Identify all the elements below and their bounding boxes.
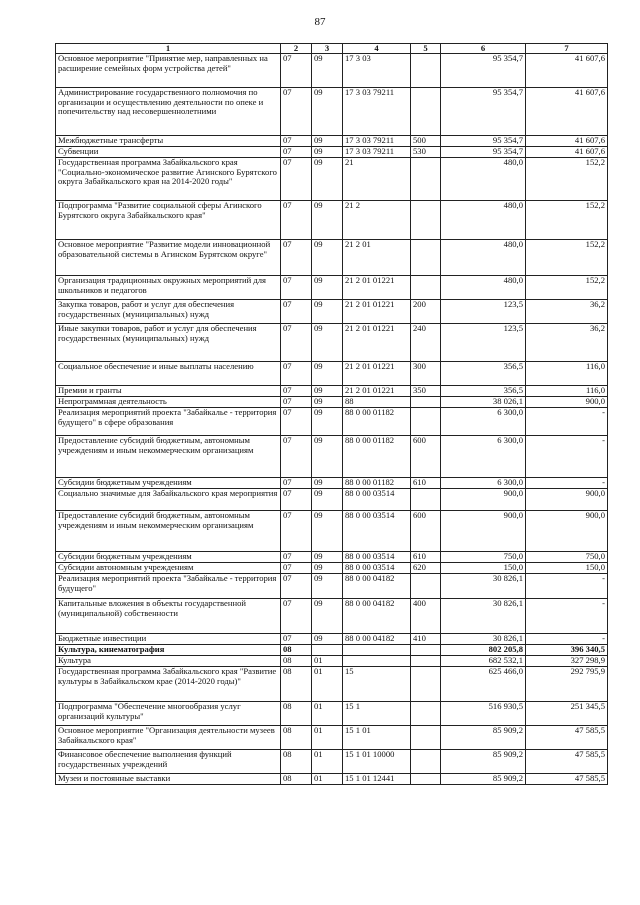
subsection-cell: 09: [312, 276, 343, 300]
column-header: 3: [312, 44, 343, 54]
target-article-cell: 88 0 00 03514: [343, 489, 411, 511]
row-name-cell: Государственная программа Забайкальского края "Социально-экономическое развитие Агинского Бурятского округа Забайкальского края на 2014-2020 годы": [56, 158, 281, 201]
expense-type-cell: 200: [411, 300, 441, 324]
section-cell: 08: [281, 656, 312, 667]
executed-amount-cell: 47 585,5: [526, 726, 608, 750]
subsection-cell: 09: [312, 436, 343, 478]
amount-cell: 150,0: [441, 563, 526, 574]
section-cell: 07: [281, 408, 312, 436]
subsection-cell: 09: [312, 136, 343, 147]
target-article-cell: 17 3 03: [343, 54, 411, 88]
expense-type-cell: 530: [411, 147, 441, 158]
row-name-cell: Бюджетные инвестиции: [56, 634, 281, 645]
expense-type-cell: [411, 774, 441, 785]
executed-amount-cell: -: [526, 634, 608, 645]
expense-type-cell: 240: [411, 324, 441, 362]
expense-type-cell: 620: [411, 563, 441, 574]
executed-amount-cell: -: [526, 478, 608, 489]
row-name-cell: Субсидии автономным учреждениям: [56, 563, 281, 574]
target-article-cell: 88: [343, 397, 411, 408]
section-cell: 07: [281, 634, 312, 645]
amount-cell: 356,5: [441, 362, 526, 386]
row-name-cell: Межбюджетные трансферты: [56, 136, 281, 147]
subsection-cell: 09: [312, 324, 343, 362]
row-name-cell: Подпрограмма "Обеспечение многообразия услуг организаций культуры": [56, 702, 281, 726]
executed-amount-cell: -: [526, 408, 608, 436]
expense-type-cell: [411, 88, 441, 136]
amount-cell: 95 354,7: [441, 54, 526, 88]
target-article-cell: 88 0 00 04182: [343, 599, 411, 634]
amount-cell: 95 354,7: [441, 88, 526, 136]
expense-type-cell: [411, 489, 441, 511]
target-article-cell: 15 1 01 10000: [343, 750, 411, 774]
target-article-cell: 21 2 01: [343, 240, 411, 276]
executed-amount-cell: 116,0: [526, 362, 608, 386]
amount-cell: 480,0: [441, 276, 526, 300]
amount-cell: 480,0: [441, 201, 526, 240]
amount-cell: 38 026,1: [441, 397, 526, 408]
expense-type-cell: 610: [411, 552, 441, 563]
section-cell: 07: [281, 54, 312, 88]
table-header-row: [56, 44, 608, 54]
executed-amount-cell: 396 340,5: [526, 645, 608, 656]
amount-cell: 750,0: [441, 552, 526, 563]
subsection-cell: 01: [312, 750, 343, 774]
expense-type-cell: 500: [411, 136, 441, 147]
target-article-cell: 17 3 03 79211: [343, 147, 411, 158]
target-article-cell: 15 1: [343, 702, 411, 726]
subsection-cell: 09: [312, 240, 343, 276]
row-name-cell: Социальное обеспечение и иные выплаты населению: [56, 362, 281, 386]
executed-amount-cell: 36,2: [526, 324, 608, 362]
row-name-cell: Предоставление субсидий бюджетным, автономным учреждениям и иным некоммерческим организациям: [56, 511, 281, 552]
expense-type-cell: [411, 667, 441, 702]
executed-amount-cell: 152,2: [526, 201, 608, 240]
section-cell: 07: [281, 88, 312, 136]
subsection-cell: 09: [312, 563, 343, 574]
row-name-cell: Субсидии бюджетным учреждениям: [56, 552, 281, 563]
section-cell: 07: [281, 511, 312, 552]
row-name-cell: Капитальные вложения в объекты государственной (муниципальной) собственности: [56, 599, 281, 634]
table-row: [56, 478, 608, 489]
section-cell: 07: [281, 276, 312, 300]
subsection-cell: 09: [312, 386, 343, 397]
row-name-cell: Премии и гранты: [56, 386, 281, 397]
amount-cell: 95 354,7: [441, 147, 526, 158]
subsection-cell: 09: [312, 599, 343, 634]
row-name-cell: Реализация мероприятий проекта "Забайкалье - территория будущего" в сфере образования: [56, 408, 281, 436]
row-name-cell: Субвенции: [56, 147, 281, 158]
section-cell: 08: [281, 774, 312, 785]
target-article-cell: 17 3 03 79211: [343, 88, 411, 136]
amount-cell: 123,5: [441, 324, 526, 362]
target-article-cell: 88 0 00 04182: [343, 574, 411, 599]
table-row: [56, 276, 608, 300]
executed-amount-cell: 150,0: [526, 563, 608, 574]
target-article-cell: 88 0 00 03514: [343, 511, 411, 552]
section-cell: 07: [281, 136, 312, 147]
amount-cell: 625 466,0: [441, 667, 526, 702]
section-cell: 07: [281, 574, 312, 599]
row-name-cell: Реализация мероприятий проекта "Забайкалье - территория будущего": [56, 574, 281, 599]
table-row: [56, 158, 608, 201]
section-cell: 07: [281, 436, 312, 478]
table-row: [56, 667, 608, 702]
expense-type-cell: [411, 397, 441, 408]
table-row: [56, 656, 608, 667]
table-row: [56, 136, 608, 147]
target-article-cell: 17 3 03 79211: [343, 136, 411, 147]
expense-type-cell: [411, 726, 441, 750]
row-name-cell: Музеи и постоянные выставки: [56, 774, 281, 785]
table-row: [56, 386, 608, 397]
subsection-cell: 09: [312, 300, 343, 324]
table-row: [56, 750, 608, 774]
executed-amount-cell: 152,2: [526, 276, 608, 300]
amount-cell: 802 205,8: [441, 645, 526, 656]
column-header: 2: [281, 44, 312, 54]
row-name-cell: Социально значимые для Забайкальского края мероприятия: [56, 489, 281, 511]
executed-amount-cell: 900,0: [526, 511, 608, 552]
subsection-cell: 09: [312, 201, 343, 240]
table-row: [56, 362, 608, 386]
target-article-cell: 15 1 01: [343, 726, 411, 750]
row-name-cell: Подпрограмма "Развитие социальной сферы Агинского Бурятского округа Забайкальского края": [56, 201, 281, 240]
table-row: [56, 489, 608, 511]
amount-cell: 85 909,2: [441, 750, 526, 774]
expense-type-cell: [411, 240, 441, 276]
subsection-cell: 09: [312, 574, 343, 599]
table-row: [56, 563, 608, 574]
row-name-cell: Культура, кинематография: [56, 645, 281, 656]
table-row: [56, 300, 608, 324]
row-name-cell: Непрограммная деятельность: [56, 397, 281, 408]
target-article-cell: 21 2 01 01221: [343, 324, 411, 362]
amount-cell: 516 930,5: [441, 702, 526, 726]
expense-type-cell: [411, 158, 441, 201]
target-article-cell: 88 0 00 03514: [343, 563, 411, 574]
executed-amount-cell: 900,0: [526, 397, 608, 408]
column-header: 7: [526, 44, 608, 54]
executed-amount-cell: -: [526, 599, 608, 634]
amount-cell: 123,5: [441, 300, 526, 324]
table-row: [56, 574, 608, 599]
table-row: [56, 88, 608, 136]
column-header: 5: [411, 44, 441, 54]
subsection-cell: 09: [312, 489, 343, 511]
section-cell: 07: [281, 300, 312, 324]
table-row: [56, 324, 608, 362]
amount-cell: 85 909,2: [441, 726, 526, 750]
row-name-cell: Предоставление субсидий бюджетным, автономным учреждениям и иным некоммерческим организациям: [56, 436, 281, 478]
target-article-cell: 15 1 01 12441: [343, 774, 411, 785]
amount-cell: 900,0: [441, 511, 526, 552]
subsection-cell: 01: [312, 667, 343, 702]
subsection-cell: 09: [312, 158, 343, 201]
section-cell: 07: [281, 240, 312, 276]
target-article-cell: 88 0 00 01182: [343, 436, 411, 478]
target-article-cell: [343, 656, 411, 667]
table-row: [56, 774, 608, 785]
section-cell: 07: [281, 386, 312, 397]
section-cell: 07: [281, 552, 312, 563]
amount-cell: 356,5: [441, 386, 526, 397]
amount-cell: 6 300,0: [441, 436, 526, 478]
expense-type-cell: [411, 408, 441, 436]
target-article-cell: 21 2 01 01221: [343, 300, 411, 324]
executed-amount-cell: 41 607,6: [526, 88, 608, 136]
section-cell: 07: [281, 147, 312, 158]
amount-cell: 30 826,1: [441, 599, 526, 634]
executed-amount-cell: 47 585,5: [526, 774, 608, 785]
amount-cell: 480,0: [441, 158, 526, 201]
expense-type-cell: 350: [411, 386, 441, 397]
section-cell: 08: [281, 645, 312, 656]
amount-cell: 85 909,2: [441, 774, 526, 785]
table-row: [56, 147, 608, 158]
table-row: [56, 54, 608, 88]
expense-type-cell: 410: [411, 634, 441, 645]
row-name-cell: Субсидии бюджетным учреждениям: [56, 478, 281, 489]
row-name-cell: Финансовое обеспечение выполнения функций государственных учреждений: [56, 750, 281, 774]
column-header: 1: [56, 44, 281, 54]
expense-type-cell: [411, 702, 441, 726]
executed-amount-cell: 152,2: [526, 158, 608, 201]
section-cell: 08: [281, 726, 312, 750]
row-name-cell: Основное мероприятие "Организация деятельности музеев Забайкальского края": [56, 726, 281, 750]
table-row: [56, 240, 608, 276]
subsection-cell: 01: [312, 774, 343, 785]
column-header: 6: [441, 44, 526, 54]
amount-cell: 30 826,1: [441, 574, 526, 599]
section-cell: 07: [281, 362, 312, 386]
table-row: [56, 408, 608, 436]
amount-cell: 6 300,0: [441, 478, 526, 489]
executed-amount-cell: 41 607,6: [526, 54, 608, 88]
section-cell: 07: [281, 478, 312, 489]
executed-amount-cell: 47 585,5: [526, 750, 608, 774]
target-article-cell: 88 0 00 04182: [343, 634, 411, 645]
section-cell: 08: [281, 702, 312, 726]
section-cell: 07: [281, 324, 312, 362]
table-row: [56, 201, 608, 240]
executed-amount-cell: 41 607,6: [526, 136, 608, 147]
amount-cell: 480,0: [441, 240, 526, 276]
amount-cell: 900,0: [441, 489, 526, 511]
executed-amount-cell: 36,2: [526, 300, 608, 324]
section-cell: 08: [281, 667, 312, 702]
executed-amount-cell: 41 607,6: [526, 147, 608, 158]
subsection-cell: [312, 645, 343, 656]
expense-type-cell: [411, 54, 441, 88]
table-row: [56, 645, 608, 656]
target-article-cell: 88 0 00 01182: [343, 478, 411, 489]
subsection-cell: 09: [312, 552, 343, 563]
executed-amount-cell: 900,0: [526, 489, 608, 511]
table-row: [56, 726, 608, 750]
table-row: [56, 702, 608, 726]
executed-amount-cell: 292 795,9: [526, 667, 608, 702]
executed-amount-cell: 152,2: [526, 240, 608, 276]
subsection-cell: 01: [312, 726, 343, 750]
expense-type-cell: 610: [411, 478, 441, 489]
expense-type-cell: 600: [411, 511, 441, 552]
subsection-cell: 01: [312, 656, 343, 667]
row-name-cell: Закупка товаров, работ и услуг для обеспечения государственных (муниципальных) нужд: [56, 300, 281, 324]
table-row: [56, 511, 608, 552]
amount-cell: 682 532,1: [441, 656, 526, 667]
executed-amount-cell: 251 345,5: [526, 702, 608, 726]
subsection-cell: 09: [312, 88, 343, 136]
expense-type-cell: 400: [411, 599, 441, 634]
target-article-cell: 21 2: [343, 201, 411, 240]
subsection-cell: 09: [312, 362, 343, 386]
expense-type-cell: 600: [411, 436, 441, 478]
table-row: [56, 397, 608, 408]
executed-amount-cell: 750,0: [526, 552, 608, 563]
row-name-cell: Основное мероприятие "Принятие мер, направленных на расширение семейных форм устройства детей": [56, 54, 281, 88]
target-article-cell: 21 2 01 01221: [343, 276, 411, 300]
executed-amount-cell: 327 298,9: [526, 656, 608, 667]
table-row: [56, 634, 608, 645]
subsection-cell: 09: [312, 147, 343, 158]
target-article-cell: 15: [343, 667, 411, 702]
expense-type-cell: 300: [411, 362, 441, 386]
expense-type-cell: [411, 574, 441, 599]
section-cell: 07: [281, 563, 312, 574]
subsection-cell: 09: [312, 408, 343, 436]
section-cell: 08: [281, 750, 312, 774]
executed-amount-cell: -: [526, 436, 608, 478]
table-row: [56, 552, 608, 563]
target-article-cell: 21: [343, 158, 411, 201]
section-cell: 07: [281, 397, 312, 408]
table-row: [56, 599, 608, 634]
row-name-cell: Государственная программа Забайкальского края "Развитие культуры в Забайкальском крае (2014-2020 годы)": [56, 667, 281, 702]
amount-cell: 30 826,1: [441, 634, 526, 645]
table-row: [56, 436, 608, 478]
section-cell: 07: [281, 201, 312, 240]
subsection-cell: 09: [312, 54, 343, 88]
subsection-cell: 01: [312, 702, 343, 726]
subsection-cell: 09: [312, 511, 343, 552]
amount-cell: 6 300,0: [441, 408, 526, 436]
table-body: [56, 54, 608, 785]
amount-cell: 95 354,7: [441, 136, 526, 147]
subsection-cell: 09: [312, 397, 343, 408]
expense-type-cell: [411, 276, 441, 300]
executed-amount-cell: 116,0: [526, 386, 608, 397]
row-name-cell: Культура: [56, 656, 281, 667]
section-cell: 07: [281, 599, 312, 634]
expense-type-cell: [411, 750, 441, 774]
target-article-cell: 21 2 01 01221: [343, 386, 411, 397]
executed-amount-cell: -: [526, 574, 608, 599]
expense-type-cell: [411, 656, 441, 667]
row-name-cell: Основное мероприятие "Развитие модели инновационной образовательной системы в Агинском Бурятском округе": [56, 240, 281, 276]
expense-type-cell: [411, 645, 441, 656]
target-article-cell: [343, 645, 411, 656]
row-name-cell: Иные закупки товаров, работ и услуг для обеспечения государственных (муниципальных) нужд: [56, 324, 281, 362]
section-cell: 07: [281, 158, 312, 201]
section-cell: 07: [281, 489, 312, 511]
target-article-cell: 21 2 01 01221: [343, 362, 411, 386]
budget-table: [55, 43, 608, 785]
subsection-cell: 09: [312, 478, 343, 489]
subsection-cell: 09: [312, 634, 343, 645]
page-number: 87: [314, 16, 326, 28]
column-header: 4: [343, 44, 411, 54]
row-name-cell: Администрирование государственного полномочия по организации и осуществлению деятельности по опеке и попечительству над несовершеннолетними: [56, 88, 281, 136]
target-article-cell: 88 0 00 03514: [343, 552, 411, 563]
expense-type-cell: [411, 201, 441, 240]
row-name-cell: Организация традиционных окружных мероприятий для школьников и педагогов: [56, 276, 281, 300]
target-article-cell: 88 0 00 01182: [343, 408, 411, 436]
